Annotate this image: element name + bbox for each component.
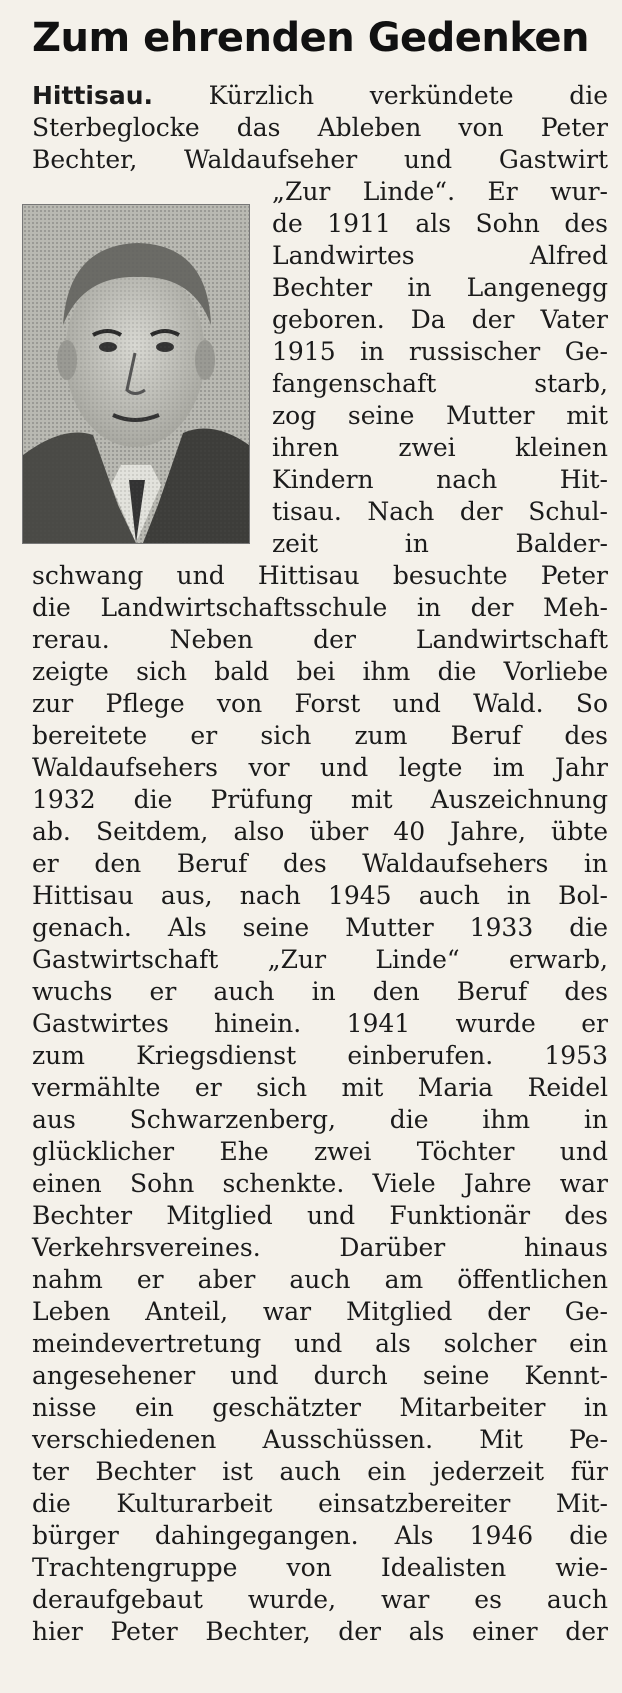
- article-line-25: er den Beruf des Waldaufsehers in: [32, 849, 608, 878]
- article-line-3: Bechter, Waldaufseher und Gastwirt: [32, 145, 608, 174]
- article-line-15: zeit in Balder-: [272, 529, 608, 558]
- article-line-37: Verkehrsvereines. Darüber hinaus: [32, 1233, 608, 1262]
- article-line-47: Trachtengruppe von Idealisten wie-: [32, 1553, 608, 1582]
- portrait-photo: [22, 204, 250, 544]
- article-line-40: meindevertretung und als solcher ein: [32, 1329, 608, 1358]
- article-line-27: genach. Als seine Mutter 1933 die: [32, 913, 608, 942]
- article-line-19: zeigte sich bald bei ihm die Vorliebe: [32, 657, 608, 686]
- article-line-22: Waldaufsehers vor und legte im Jahr: [32, 753, 608, 782]
- article-line-45: die Kulturarbeit einsatzbereiter Mit-: [32, 1489, 608, 1518]
- article-line-7: Bechter in Langenegg: [272, 273, 608, 302]
- article-line-24: ab. Seitdem, also über 40 Jahre, übte: [32, 817, 608, 846]
- article-line-11: zog seine Mutter mit: [272, 401, 608, 430]
- article-line-21: bereitete er sich zum Beruf des: [32, 721, 608, 750]
- article-line-46: bürger dahingegangen. Als 1946 die: [32, 1521, 608, 1550]
- article-line-42: nisse ein geschätzter Mitarbeiter in: [32, 1393, 608, 1422]
- article-line-30: Gastwirtes hinein. 1941 wurde er: [32, 1009, 608, 1038]
- article-line-49: hier Peter Bechter, der als einer der: [32, 1617, 608, 1646]
- article-line-16: schwang und Hittisau besuchte Peter: [32, 561, 608, 590]
- article-line-44: ter Bechter ist auch ein jederzeit für: [32, 1457, 608, 1486]
- headline: Zum ehrenden Gedenken: [32, 15, 590, 61]
- article-line-36: Bechter Mitglied und Funktionär des: [32, 1201, 608, 1230]
- article-line-39: Leben Anteil, war Mitglied der Ge-: [32, 1297, 608, 1326]
- article-line-38: nahm er aber auch am öffentlichen: [32, 1265, 608, 1294]
- article-line-9: 1915 in russischer Ge-: [272, 337, 608, 366]
- article-line-17: die Landwirtschaftsschule in der Meh-: [32, 593, 608, 622]
- article-line-48: deraufgebaut wurde, war es auch: [32, 1585, 608, 1614]
- article-line-13: Kindern nach Hit-: [272, 465, 608, 494]
- article-line-5: de 1911 als Sohn des: [272, 209, 608, 238]
- article-line-6: Landwirtes Alfred: [272, 241, 608, 270]
- article-line-35: einen Sohn schenkte. Viele Jahre war: [32, 1169, 608, 1198]
- article-line-23: 1932 die Prüfung mit Auszeichnung: [32, 785, 608, 814]
- newspaper-clipping: [22, 0, 622, 1693]
- article-line-14: tisau. Nach der Schul-: [272, 497, 608, 526]
- article-line-2: Sterbeglocke das Ableben von Peter: [32, 113, 608, 142]
- article-line-33: aus Schwarzenberg, die ihm in: [32, 1105, 608, 1134]
- article-line-29: wuchs er auch in den Beruf des: [32, 977, 608, 1006]
- article-line-8: geboren. Da der Vater: [272, 305, 608, 334]
- article-line-28: Gastwirtschaft „Zur Linde“ erwarb,: [32, 945, 608, 974]
- article-line-20: zur Pflege von Forst und Wald. So: [32, 689, 608, 718]
- article-line-31: zum Kriegsdienst einberufen. 1953: [32, 1041, 608, 1070]
- article-line-4: „Zur Linde“. Er wur-: [272, 177, 608, 206]
- article-line-41: angesehener und durch seine Kennt-: [32, 1361, 608, 1390]
- article-line-43: verschiedenen Ausschüssen. Mit Pe-: [32, 1425, 608, 1454]
- article-line-10: fangenschaft starb,: [272, 369, 608, 398]
- dateline: Hittisau.: [32, 81, 154, 110]
- article-line-18: rerau. Neben der Landwirtschaft: [32, 625, 608, 654]
- portrait-icon: [23, 205, 249, 543]
- article-line-32: vermählte er sich mit Maria Reidel: [32, 1073, 608, 1102]
- article-line-26: Hittisau aus, nach 1945 auch in Bol-: [32, 881, 608, 910]
- article-line-12: ihren zwei kleinen: [272, 433, 608, 462]
- article-line-34: glücklicher Ehe zwei Töchter und: [32, 1137, 608, 1166]
- article-line-1: Hittisau. Kürzlich verkündete die: [32, 81, 608, 110]
